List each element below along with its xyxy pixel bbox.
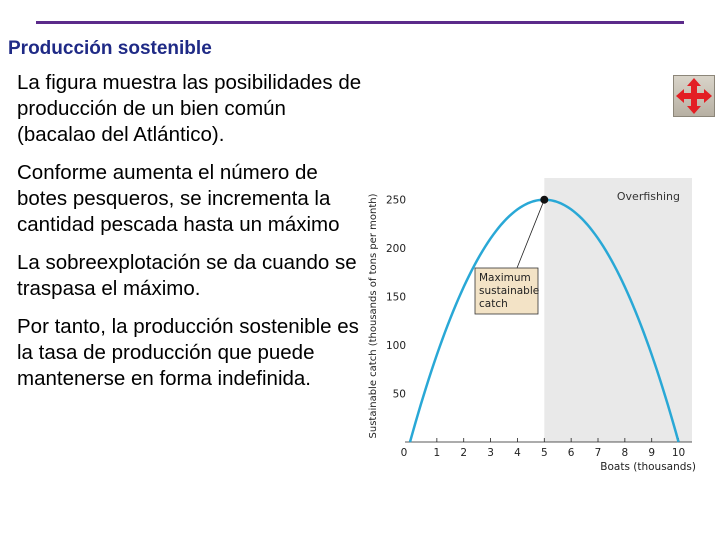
x-tick-label: 5 — [540, 447, 548, 460]
paragraph-4: Por tanto, la producción sostenible es la tasa de producción que puede mantenerse en forma indefinida. — [17, 315, 359, 390]
move-arrows-button[interactable] — [673, 75, 715, 117]
annotation-line: sustainable — [479, 285, 540, 297]
annotation-line: Maximum — [479, 272, 531, 284]
annotation-leader — [517, 200, 544, 268]
x-tick-label: 1 — [433, 447, 441, 460]
x-tick-label: 10 — [671, 447, 686, 460]
y-tick-label: 100 — [385, 340, 406, 353]
y-axis-label: Sustainable catch (thousands of tons per month) — [368, 193, 379, 439]
slide-title: Producción sostenible — [8, 38, 212, 59]
y-tick-label: 150 — [385, 291, 406, 304]
title-rule — [36, 21, 684, 24]
chart-svg — [362, 160, 720, 540]
x-axis-label: Boats (thousands) — [600, 461, 696, 474]
annotation-line: catch — [479, 298, 508, 310]
y-tick-label: 200 — [385, 243, 406, 256]
x-tick-label: 3 — [487, 447, 494, 460]
move-arrows-icon — [674, 76, 714, 116]
x-tick-label: 8 — [621, 447, 629, 460]
x-tick-label: 9 — [648, 447, 656, 460]
y-ticks — [386, 195, 406, 401]
x-tick-label: 0 — [400, 447, 408, 460]
x-tick-label: 7 — [594, 447, 602, 460]
x-tick-label: 2 — [460, 447, 468, 460]
max-point — [540, 196, 548, 204]
x-tick-label: 4 — [514, 447, 521, 460]
overfishing-region — [544, 178, 692, 442]
paragraph-2: Conforme aumenta el número de botes pesqueros, se incrementa la cantidad pescada hasta un máximo — [17, 161, 340, 236]
paragraph-3: La sobreexplotación se da cuando se traspasa el máximo. — [17, 251, 357, 300]
body-text — [17, 70, 362, 404]
overfishing-label: Overfishing — [616, 190, 680, 203]
y-tick-label: 250 — [385, 194, 406, 207]
paragraph-1: La figura muestra las posibilidades de producción de un bien común (bacalao del Atlántico). — [17, 71, 362, 146]
x-tick-label: 6 — [567, 447, 575, 460]
chart — [362, 160, 720, 540]
y-tick-label: 50 — [392, 388, 406, 401]
